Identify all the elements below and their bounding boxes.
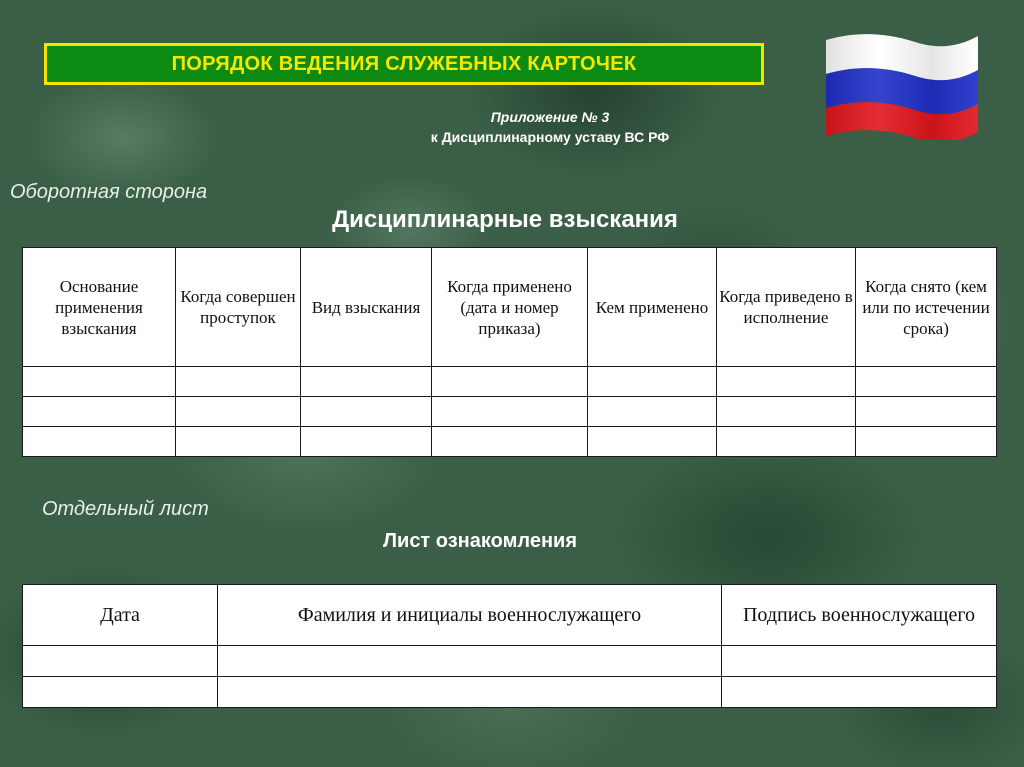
appendix-number: Приложение № 3 [490, 109, 610, 125]
column-header: Когда приведено в исполнение [717, 248, 856, 367]
column-header: Подпись военнослужащего [722, 585, 997, 646]
appendix-note [400, 107, 700, 147]
table-cell[interactable] [23, 427, 176, 457]
table-cell[interactable] [432, 397, 588, 427]
column-header: Когда снято (кем или по истечении срока) [856, 248, 997, 367]
table-cell[interactable] [301, 427, 432, 457]
table-cell[interactable] [856, 367, 997, 397]
table-cell[interactable] [588, 397, 717, 427]
table-cell[interactable] [218, 646, 722, 677]
table-cell[interactable] [23, 397, 176, 427]
appendix-reference: к Дисциплинарному уставу ВС РФ [430, 129, 670, 145]
acquaintance-section-title: Лист ознакомления [382, 530, 577, 552]
table-cell[interactable] [301, 367, 432, 397]
column-header: Кем применено [588, 248, 717, 367]
column-header: Дата [23, 585, 218, 646]
russian-flag-icon [820, 28, 982, 140]
separate-sheet-label: Отдельный лист [42, 498, 209, 520]
table-cell[interactable] [218, 677, 722, 708]
table-cell[interactable] [722, 646, 997, 677]
table-cell[interactable] [176, 427, 301, 457]
column-header: Когда применено (дата и номер приказа) [432, 248, 588, 367]
table-cell[interactable] [856, 427, 997, 457]
table-cell[interactable] [23, 367, 176, 397]
page-title: ПОРЯДОК ВЕДЕНИЯ СЛУЖЕБНЫХ КАРТОЧЕК [171, 52, 637, 75]
table-cell[interactable] [23, 646, 218, 677]
column-header: Вид взыскания [301, 248, 432, 367]
column-header: Основание применения взыскания [23, 248, 176, 367]
table-cell[interactable] [23, 677, 218, 708]
table-header-row [23, 585, 997, 646]
table-cell[interactable] [722, 677, 997, 708]
table-cell[interactable] [176, 397, 301, 427]
table-cell[interactable] [432, 427, 588, 457]
table-cell[interactable] [717, 427, 856, 457]
table-cell[interactable] [588, 367, 717, 397]
table-cell[interactable] [717, 367, 856, 397]
table-row [23, 677, 997, 708]
title-banner [44, 43, 764, 85]
column-header: Фамилия и инициалы военнослужащего [218, 585, 722, 646]
acquaintance-table [22, 584, 997, 708]
table-cell[interactable] [432, 367, 588, 397]
column-header: Когда совершен проступок [176, 248, 301, 367]
table-row [23, 367, 997, 397]
table-cell[interactable] [588, 427, 717, 457]
table-cell[interactable] [301, 397, 432, 427]
table-row [23, 646, 997, 677]
table-row [23, 427, 997, 457]
table-cell[interactable] [856, 397, 997, 427]
table-cell[interactable] [176, 367, 301, 397]
table-row [23, 397, 997, 427]
table-cell[interactable] [717, 397, 856, 427]
table-header-row [23, 248, 997, 367]
disciplinary-section-title: Дисциплинарные взыскания [332, 206, 678, 233]
disciplinary-table [22, 247, 997, 457]
reverse-side-label: Оборотная сторона [10, 181, 208, 203]
